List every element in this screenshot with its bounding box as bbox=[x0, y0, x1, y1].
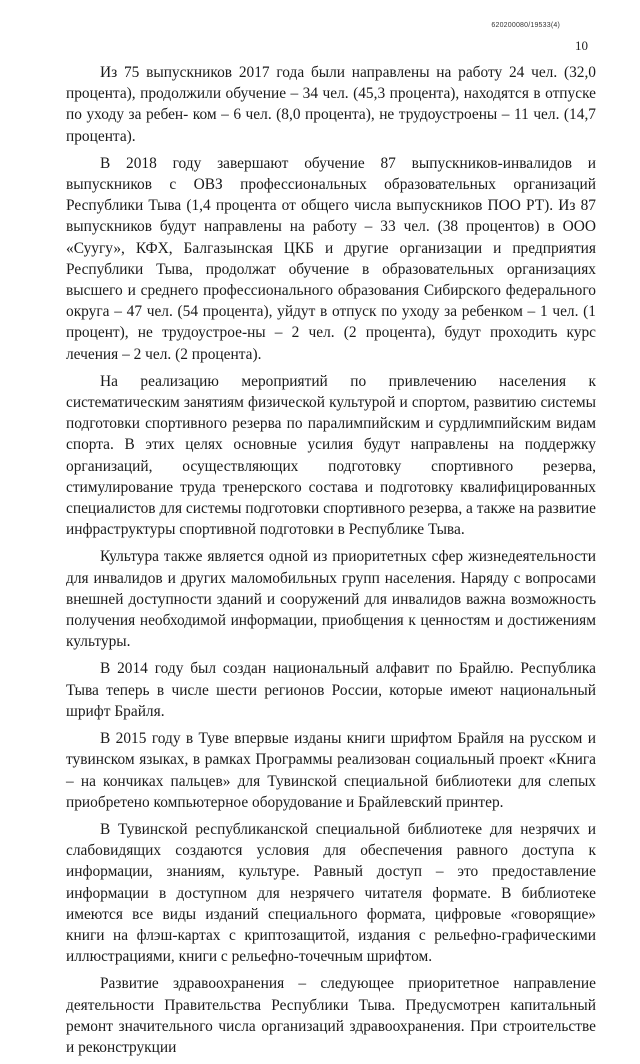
paragraph-library: В Тувинской республиканской специальной библиотеке для незрячих и слабовидящих создаются условия для обеспечения равного доступа к информации, знаниям, культуре. Равный доступ – это предоставление информации в доступном для незрячего читателя формате. В библиотеке имеются все виды изданий специального формата, цифровые «говорящие» книги на флэш-картах с криптозащитой, издания с рельефно-графическими иллюстрациями, книги с рельефно-точечным шрифтом. bbox=[66, 820, 596, 966]
body-text bbox=[66, 62, 596, 1064]
paragraph-healthcare: Развитие здравоохранения – следующее приоритетное направление деятельности Правительства Республики Тыва. Предусмотрен капитальный ремонт значительного числа организаций здравоохранения. При строительстве и реконструкции bbox=[66, 975, 596, 1056]
paragraph-culture: Культура также является одной из приоритетных сфер жизнедеятельности для инвалидов и других маломобильных групп населения. Наряду с вопросами внешней доступности зданий и сооружений для инвалидов важна возможность получения необходимой информации, приобщения к ценностям и достижениям культуры. bbox=[66, 548, 596, 651]
document-code: 620200080/19533(4) bbox=[491, 22, 560, 29]
paragraph-braille-alphabet: В 2014 году был создан национальный алфавит по Брайлю. Республика Тыва теперь в числе шести регионов России, которые имеют национальный шрифт Брайля. bbox=[66, 660, 596, 720]
paragraph-graduates-2018: В 2018 году завершают обучение 87 выпускников-инвалидов и выпускников с ОВЗ профессиональных образовательных организаций Республики Тыва (1,4 процента от общего числа выпускников ПОО РТ). Из 87 выпускников будут направлены на работу – 33 чел. (38 процентов) в ООО «Суугу», КФХ, Балгазынская ЦКБ и другие организации и предприятия Республики Тыва, продолжат обучение в образовательных организациях высшего и среднего профессионального образования Сибирского федерального округа – 47 чел. (54 процента), уйдут в отпуск по уходу за ребенком – 1 чел. (1 процент), не трудоустрое-ны – 2 чел. (2 процента), будут проходить курс лечения – 2 чел. (2 процента). bbox=[66, 154, 596, 363]
paragraph-graduates-2017: Из 75 выпускников 2017 года были направлены на работу 24 чел. (32,0 процента), продолжили обучение – 34 чел. (45,3 процента), находятся в отпуске по уходу за ребен- ком – 6 чел. (8,0 процента), не трудоустроены – 11 чел. (14,7 процента). bbox=[66, 64, 596, 145]
paragraph-braille-books: В 2015 году в Туве впервые изданы книги шрифтом Брайля на русском и тувинском языках, в рамках Программы реализован социальный проект «Книга – на кончиках пальцев» для Тувинской специальной библиотеки для слепых приобретено компьютерное оборудование и Брайлевский принтер. bbox=[66, 730, 596, 811]
paragraph-sports: На реализацию мероприятий по привлечению населения к систематическим занятиям физической культурой и спортом, развитию системы подготовки спортивного резерва по паралимпийским и сурдлимпийским видам спорта. В этих целях основные усилия будут направлены на поддержку организаций, осуществляющих подготовку спортивного резерва, стимулирование труда тренерского состава и подготовку квалифицированных специалистов для системы подготовки спортивного резерва, а также на развитие инфраструктуры спортивной подготовки в Республике Тыва. bbox=[66, 372, 596, 539]
page-number: 10 bbox=[575, 38, 588, 53]
